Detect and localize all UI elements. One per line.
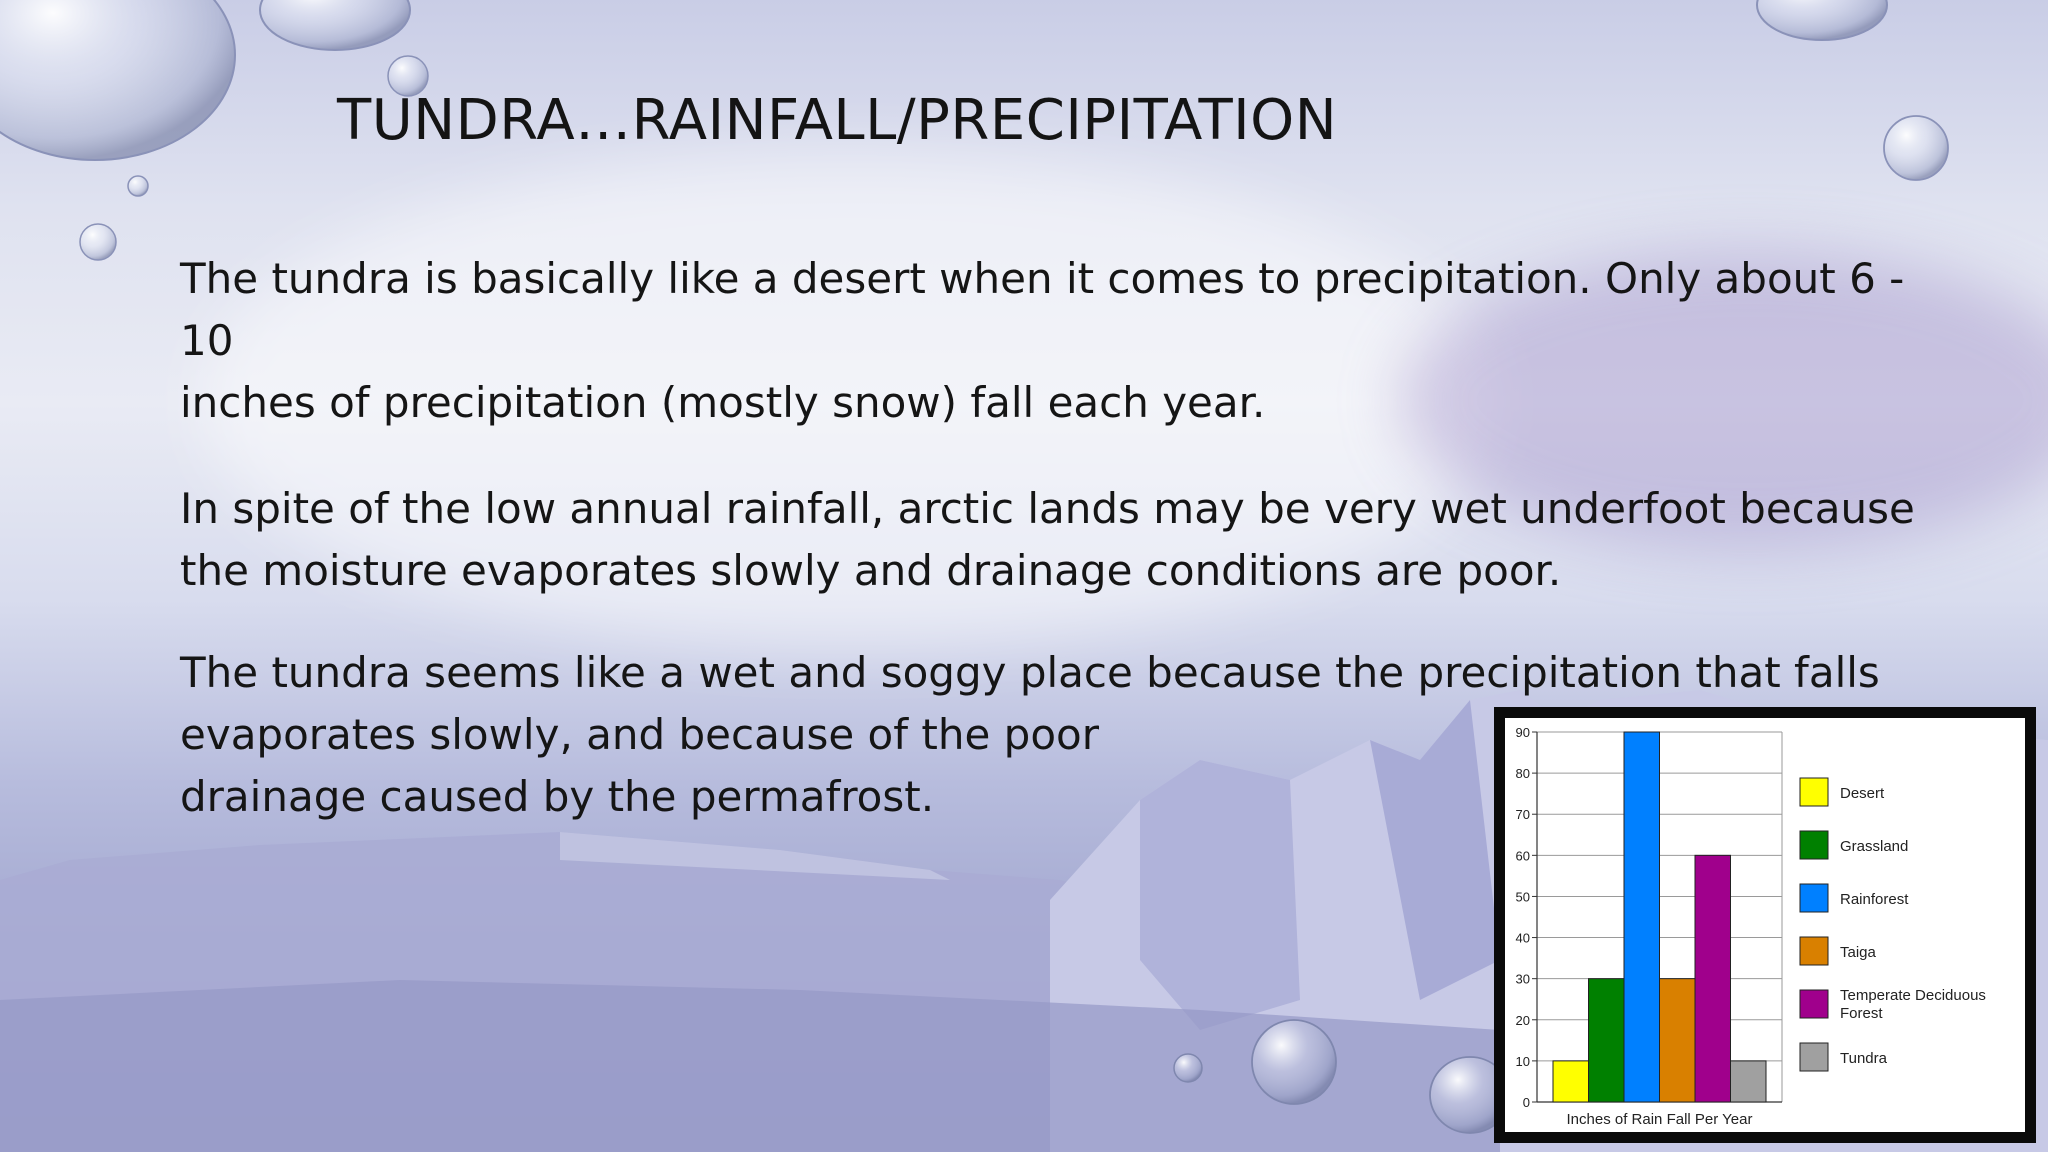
y-tick-label: 70 <box>1515 807 1530 823</box>
paragraph-2 <box>180 478 1960 602</box>
y-tick-label: 60 <box>1515 848 1530 864</box>
y-tick-label: 10 <box>1515 1053 1530 1069</box>
legend-label-1: Desert <box>1840 785 1885 802</box>
legend-label-2: Grassland <box>1840 838 1909 855</box>
paragraph-1-line-1: The tundra is basically like a desert when it comes to precipitation. Only about 6 - 10 <box>180 254 1905 365</box>
bar-grassland <box>1589 979 1625 1102</box>
bar-temperate-deciduous-forest <box>1695 855 1731 1102</box>
y-tick-label: 80 <box>1515 766 1530 782</box>
bar-tundra <box>1731 1061 1767 1102</box>
legend-swatch-4 <box>1800 937 1828 965</box>
legend-label-5-line-2: Forest <box>1840 1005 1883 1022</box>
legend-label-5-line-1: Temperate Deciduous <box>1840 987 1986 1004</box>
paragraph-1-line-2: inches of precipitation (mostly snow) fall each year. <box>180 378 1266 427</box>
paragraph-3-line-1: The tundra seems like a wet and soggy place because the precipitation that falls <box>180 648 1880 697</box>
y-tick-label: 40 <box>1515 930 1530 946</box>
paragraph-2-line-2: the moisture evaporates slowly and drainage conditions are poor. <box>180 546 1562 595</box>
paragraph-1 <box>180 248 1960 434</box>
legend-swatch-1 <box>1800 778 1828 806</box>
legend-swatch-2 <box>1800 831 1828 859</box>
legend-label-3: Rainforest <box>1840 891 1909 908</box>
legend-label-4: Taiga <box>1840 944 1876 961</box>
slide-title: TUNDRA…RAINFALL/PRECIPITATION <box>337 88 1338 153</box>
bar-taiga <box>1660 979 1696 1102</box>
y-tick-label: 50 <box>1515 889 1530 905</box>
paragraph-3-line-2: evaporates slowly, and because of the poor <box>180 710 1099 759</box>
rainfall-bar-chart <box>1505 718 2025 1132</box>
legend-label-6: Tundra <box>1840 1050 1887 1067</box>
paragraph-2-line-1: In spite of the low annual rainfall, arctic lands may be very wet underfoot because <box>180 484 1915 533</box>
legend-swatch-5 <box>1800 990 1828 1018</box>
legend-swatch-3 <box>1800 884 1828 912</box>
legend-swatch-6 <box>1800 1043 1828 1071</box>
bar-rainforest <box>1624 732 1660 1102</box>
rainfall-chart-frame <box>1494 707 2036 1143</box>
y-tick-label: 30 <box>1515 971 1530 987</box>
x-axis-label: Inches of Rain Fall Per Year <box>1566 1111 1753 1128</box>
y-tick-label: 90 <box>1515 725 1530 740</box>
paragraph-3-line-3: drainage caused by the permafrost. <box>180 772 935 821</box>
y-tick-label: 20 <box>1515 1012 1530 1028</box>
bar-desert <box>1553 1061 1589 1102</box>
y-tick-label: 0 <box>1522 1095 1530 1110</box>
